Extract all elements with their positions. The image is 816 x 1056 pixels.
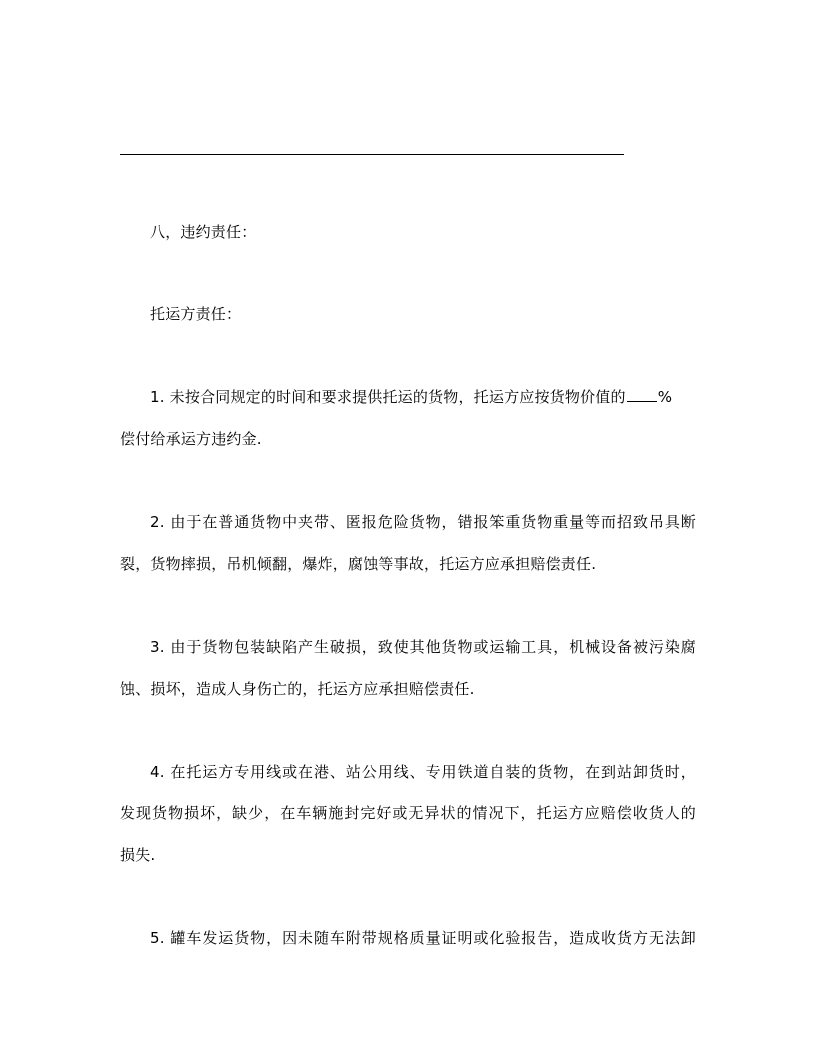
item-4-line-1: 4. 在托运方专用线或在港、站公用线、专用铁道自装的货物，在到站卸货时， [150,763,696,781]
item-2-line-2: 裂，货物摔损，吊机倾翻，爆炸，腐蚀等事故，托运方应承担赔偿责任. [120,555,597,573]
item-3-line-1: 3. 由于货物包装缺陷产生破损，致使其他货物或运输工具，机械设备被污染腐 [150,638,696,656]
item-4-line-3: 损失. [120,846,156,864]
item-3-line-2: 蚀、损坏，造成人身伤亡的，托运方应承担赔偿责任. [120,680,475,698]
item-4-line-2: 发现货物损坏，缺少，在车辆施封完好或无异状的情况下，托运方应赔偿收货人的 [120,804,696,822]
item-1-text: 1. 未按合同规定的时间和要求提供托运的货物，托运方应按货物价值的 [150,388,626,406]
item-1-line-2: 偿付给承运方违约金. [120,430,262,448]
item-1-percent: % [657,388,673,406]
section-subheading: 托运方责任： [150,305,242,323]
fill-in-blank [627,387,657,402]
header-divider [120,154,624,155]
item-1-line-1 [150,387,696,407]
item-5-line-1: 5. 罐车发运货物，因未随车附带规格质量证明或化验报告，造成收货方无法卸 [150,929,696,947]
section-heading: 八，违约责任： [150,223,257,241]
item-2-line-1: 2. 由于在普通货物中夹带、匿报危险货物，错报笨重货物重量等而招致吊具断 [150,513,696,531]
